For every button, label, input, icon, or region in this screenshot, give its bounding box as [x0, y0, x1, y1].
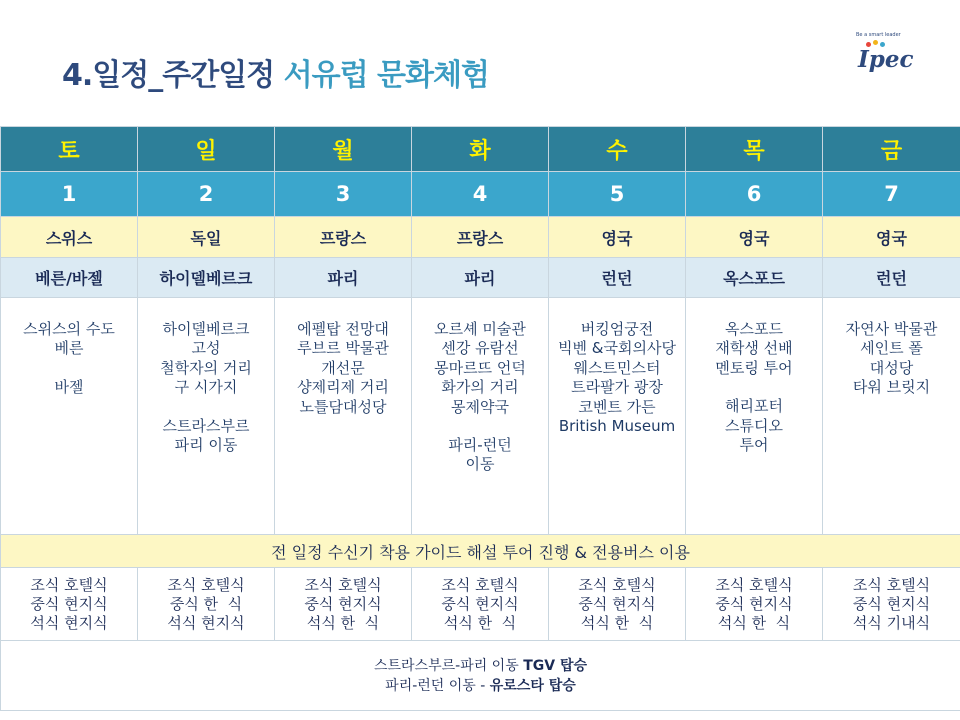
city-cell: 옥스포드	[686, 258, 823, 298]
meal-line: 조식 호텔식	[715, 575, 793, 594]
day-number-row	[1, 172, 960, 217]
page-title	[62, 50, 489, 94]
meal-line: 석식 기내식	[852, 613, 931, 632]
activity-line: 스위스의 수도	[23, 320, 115, 338]
activity-line: 웨스트민스터	[573, 358, 661, 377]
day-number: 4	[412, 172, 549, 217]
meal-cell	[412, 568, 549, 641]
activity-line: 자연사 박물관	[845, 320, 938, 338]
activity-line	[412, 417, 548, 436]
logo-tagline: Be a smart leader	[856, 32, 901, 38]
activity-line: 몽마르뜨 언덕	[434, 358, 526, 377]
meal-line: 조식 호텔식	[30, 575, 108, 594]
country-cell: 영국	[549, 217, 686, 258]
activity-line	[138, 398, 274, 417]
activity-cell	[275, 298, 412, 535]
activity-line: 코벤트 가든	[578, 397, 656, 416]
activity-line: 투어	[739, 436, 769, 455]
meal-line: 중식 현지식	[578, 594, 656, 613]
transport-row	[1, 641, 960, 711]
day-row	[1, 127, 960, 172]
day-header: 화	[412, 127, 549, 172]
meal-cell	[549, 568, 686, 641]
activity-line: 트라팔가 광장	[571, 378, 663, 397]
activity-line: 스튜디오	[725, 416, 783, 435]
day-header: 수	[549, 127, 686, 172]
country-cell: 프랑스	[412, 217, 549, 258]
city-cell: 런던	[549, 258, 686, 298]
activity-line: 몽제약국	[451, 397, 509, 416]
activity-cell	[138, 298, 275, 535]
activity-line: 세인트 폴	[860, 339, 923, 358]
meal-line: 조식 호텔식	[578, 575, 656, 594]
note-row	[1, 535, 960, 568]
meal-line: 중식 현지식	[304, 594, 382, 613]
activity-cell	[823, 298, 960, 535]
activity-line: 고성	[191, 339, 221, 358]
meal-line: 석식 한 식	[717, 613, 791, 632]
activity-line: 바젤	[54, 377, 84, 396]
activity-cell	[412, 298, 549, 535]
meal-line: 석식 한 식	[580, 613, 654, 632]
activity-line: 화가의 거리	[441, 378, 519, 397]
day-number: 2	[138, 172, 275, 217]
activity-cell	[549, 298, 686, 535]
activity-line: 파리 이동	[174, 436, 238, 455]
meal-line: 중식 현지식	[441, 594, 519, 613]
activity-line: 이동	[465, 455, 495, 474]
country-cell: 프랑스	[275, 217, 412, 258]
meal-line: 석식 현지식	[167, 613, 245, 632]
activity-line: 구 시가지	[174, 378, 238, 397]
activity-line	[1, 359, 137, 378]
activity-line: 하이델베르크	[162, 320, 250, 338]
meal-line: 조식 호텔식	[167, 575, 245, 594]
day-header: 일	[138, 127, 275, 172]
meal-line: 조식 호텔식	[852, 575, 931, 594]
day-header: 금	[823, 127, 960, 172]
transport-line-1: 스트라스부르-파리 이동 TGV 탑승	[373, 657, 587, 674]
day-header: 목	[686, 127, 823, 172]
country-row	[1, 217, 960, 258]
city-cell: 베른/바젤	[1, 258, 138, 298]
city-cell: 하이델베르크	[138, 258, 275, 298]
city-row	[1, 258, 960, 298]
meal-cell	[275, 568, 412, 641]
activity-cell	[686, 298, 823, 535]
meal-cell	[823, 568, 960, 641]
meal-line: 석식 한 식	[306, 613, 380, 632]
city-cell: 런던	[823, 258, 960, 298]
meal-line: 중식 현지식	[715, 594, 793, 613]
activity-line: 센강 유람선	[441, 339, 519, 358]
activity-line: 샹제리제 거리	[297, 378, 389, 397]
day-number: 5	[549, 172, 686, 217]
city-cell: 파리	[275, 258, 412, 298]
meal-cell	[138, 568, 275, 641]
guide-note: 전 일정 수신기 착용 가이드 해설 투어 진행 & 전용버스 이용	[1, 535, 960, 568]
meal-cell	[1, 568, 138, 641]
day-number: 3	[275, 172, 412, 217]
activity-line: 해리포터	[725, 397, 783, 416]
country-cell: 스위스	[1, 217, 138, 258]
meal-line: 중식 현지식	[852, 594, 931, 613]
ipec-logo	[846, 28, 938, 84]
logo-dot-yellow	[873, 40, 878, 45]
logo-wordmark: Ipec	[858, 46, 914, 73]
activity-line: 타워 브릿지	[852, 378, 931, 397]
activity-line: 파리-런던	[448, 436, 512, 455]
activity-line: 옥스포드	[725, 320, 783, 338]
page-title-accent: 서유럽 문화체험	[283, 58, 489, 93]
activity-row	[1, 298, 960, 535]
activity-line: 빅벤 &국회의사당	[558, 339, 676, 358]
transport-cell	[1, 641, 960, 711]
meal-row	[1, 568, 960, 641]
day-number: 6	[686, 172, 823, 217]
activity-line: 에펠탑 전망대	[297, 320, 389, 338]
activity-line: 버킹엄궁전	[580, 320, 654, 338]
weekly-schedule-table	[0, 126, 960, 711]
country-cell: 독일	[138, 217, 275, 258]
day-number: 1	[1, 172, 138, 217]
country-cell: 영국	[686, 217, 823, 258]
activity-line	[686, 378, 822, 397]
meal-line: 중식 현지식	[30, 594, 108, 613]
page-title-main: 4.일정_주간일정	[62, 58, 275, 93]
meal-line: 석식 한 식	[443, 613, 517, 632]
activity-line: 대성당	[869, 358, 914, 377]
activity-line: 재학생 선배	[715, 339, 793, 358]
day-number: 7	[823, 172, 960, 217]
activity-line: 노틀담대성당	[299, 397, 387, 416]
activity-line: 오르셰 미술관	[434, 320, 526, 338]
meal-line: 조식 호텔식	[441, 575, 519, 594]
activity-line: British Museum	[558, 417, 676, 436]
activity-line: 루브르 박물관	[297, 339, 389, 358]
day-header: 토	[1, 127, 138, 172]
meal-cell	[686, 568, 823, 641]
transport-line-2: 파리-런던 이동 - 유로스타 탑승	[385, 677, 576, 694]
meal-line: 중식 한 식	[169, 594, 243, 613]
activity-cell	[1, 298, 138, 535]
activity-line: 멘토링 투어	[715, 358, 793, 377]
activity-line: 철학자의 거리	[160, 358, 252, 377]
country-cell: 영국	[823, 217, 960, 258]
city-cell: 파리	[412, 258, 549, 298]
activity-line: 베른	[54, 339, 84, 358]
meal-line: 석식 현지식	[30, 613, 108, 632]
activity-line: 스트라스부르	[162, 416, 250, 435]
activity-line: 개선문	[321, 358, 365, 377]
day-header: 월	[275, 127, 412, 172]
meal-line: 조식 호텔식	[304, 575, 382, 594]
